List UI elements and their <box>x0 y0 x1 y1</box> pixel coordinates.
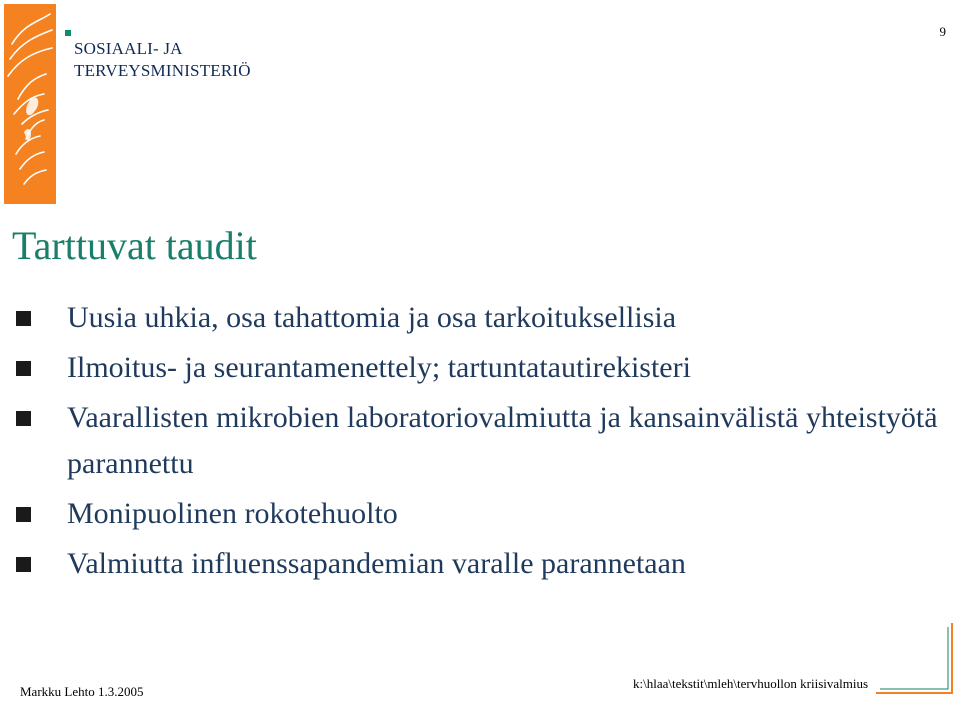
org-name <box>74 38 251 82</box>
square-bullet-icon <box>16 361 31 376</box>
footer-file-path: k:\hlaa\tekstit\mleh\tervhuollon kriisivalmius <box>633 676 869 691</box>
corner-decoration <box>876 623 956 697</box>
org-name-line2: TERVEYSMINISTERIÖ <box>74 61 251 80</box>
square-bullet-icon <box>16 411 31 426</box>
org-marker <box>65 30 71 36</box>
bullet-item <box>16 395 946 487</box>
square-bullet-icon <box>16 507 31 522</box>
bullet-text: Uusia uhkia, osa tahattomia ja osa tarkoituksellisia <box>67 301 677 334</box>
page-number: 9 <box>939 24 946 39</box>
ministry-logo <box>4 4 56 204</box>
bullet-list <box>16 295 946 591</box>
square-bullet-icon <box>16 557 31 572</box>
org-name-line1: SOSIAALI- JA <box>74 39 183 58</box>
bullet-item <box>16 345 946 391</box>
bullet-text: Vaarallisten mikrobien laboratoriovalmiutta ja kansainvälistä yhteistyötä parannettu <box>67 401 938 480</box>
square-bullet-icon <box>16 311 31 326</box>
bullet-item <box>16 541 946 587</box>
bullet-item <box>16 295 946 341</box>
bullet-text: Valmiutta influenssapandemian varalle parannetaan <box>67 547 686 580</box>
bullet-item <box>16 491 946 537</box>
bullet-text: Monipuolinen rokotehuolto <box>67 497 398 530</box>
slide-title: Tarttuvat taudit <box>12 223 257 268</box>
footer-author-date: Markku Lehto 1.3.2005 <box>20 684 144 699</box>
bullet-text: Ilmoitus- ja seurantamenettely; tartuntatautirekisteri <box>67 351 691 384</box>
